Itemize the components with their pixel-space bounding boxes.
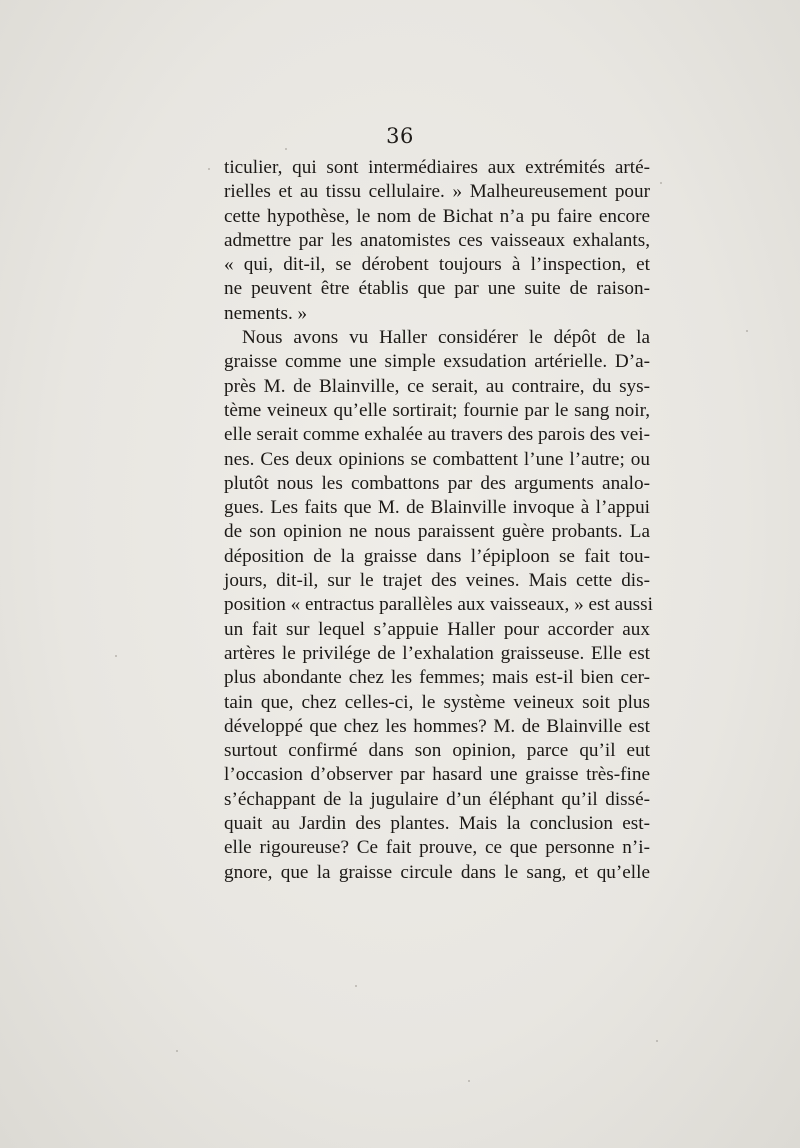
body-text xyxy=(224,156,653,885)
text-line: de son opinion ne nous paraissent guère probants. La xyxy=(224,521,650,543)
text-line: développé que chez les hommes? M. de Blainville est xyxy=(224,715,650,737)
text-line: rielles et au tissu cellulaire. » Malheureusement pour xyxy=(224,181,650,203)
text-line: ne peuvent être établis que par une suite de raison- xyxy=(224,278,650,300)
text-line: elle serait comme exhalée au travers des parois des vei- xyxy=(224,424,650,446)
paper-speck xyxy=(660,182,662,184)
paper-speck xyxy=(355,985,357,987)
text-line: cette hypothèse, le nom de Bichat n’a pu faire encore xyxy=(224,205,650,227)
text-line: déposition de la graisse dans l’épiploon se fait tou- xyxy=(224,545,650,567)
text-line: gnore, que la graisse circule dans le sang, et qu’elle xyxy=(224,861,650,883)
text-line: un fait sur lequel s’appuie Haller pour accorder aux xyxy=(224,618,650,640)
text-line: elle rigoureuse? Ce fait prouve, ce que personne n’i- xyxy=(224,837,650,859)
text-line: près M. de Blainville, ce serait, au contraire, du sys- xyxy=(224,375,650,397)
text-line: l’occasion d’observer par hasard une graisse très-fine xyxy=(224,764,650,786)
text-line: tain que, chez celles-ci, le système veineux soit plus xyxy=(224,691,650,713)
paragraph-first-line: Nous avons vu Haller considérer le dépôt de la xyxy=(242,327,650,349)
page-number: 36 xyxy=(386,124,414,148)
text-line: graisse comme une simple exsudation artérielle. D’a- xyxy=(224,351,650,373)
text-line: plus abondante chez les femmes; mais est-il bien cer- xyxy=(224,667,650,689)
text-line: ticulier, qui sont intermédiaires aux extrémités arté- xyxy=(224,157,650,178)
text-line: plutôt nous les combattons par des arguments analo- xyxy=(224,472,650,494)
text-line: tème veineux qu’elle sortirait; fournie par le sang noir, xyxy=(224,399,650,421)
text-line: « qui, dit-il, se dérobent toujours à l’inspection, et xyxy=(224,254,650,276)
text-line: jours, dit-il, sur le trajet des veines. Mais cette dis- xyxy=(224,570,650,592)
paragraph-end-line: nements. » xyxy=(224,302,308,324)
paper-speck xyxy=(285,148,287,150)
paper-speck xyxy=(656,1040,658,1042)
text-line: admettre par les anatomistes ces vaisseaux exhalants, xyxy=(224,229,650,251)
text-line: surtout confirmé dans son opinion, parce qu’il eut xyxy=(224,740,650,762)
text-line: nes. Ces deux opinions se combattent l’une l’autre; ou xyxy=(224,448,650,470)
text-line: s’échappant de la jugulaire d’un éléphant qu’il dissé- xyxy=(224,788,650,810)
paper-speck xyxy=(115,655,117,657)
paper-speck xyxy=(746,330,748,332)
paper-speck xyxy=(468,1080,470,1082)
text-line: gues. Les faits que M. de Blainville invoque à l’appui xyxy=(224,497,650,519)
paper-speck xyxy=(208,168,210,170)
text-line: position « entractus parallèles aux vaisseaux, » est aussi xyxy=(224,594,653,616)
paper-speck xyxy=(176,1050,178,1052)
text-line: artères le privilége de l’exhalation graisseuse. Elle est xyxy=(224,642,650,664)
text-line: quait au Jardin des plantes. Mais la conclusion est- xyxy=(224,813,650,835)
